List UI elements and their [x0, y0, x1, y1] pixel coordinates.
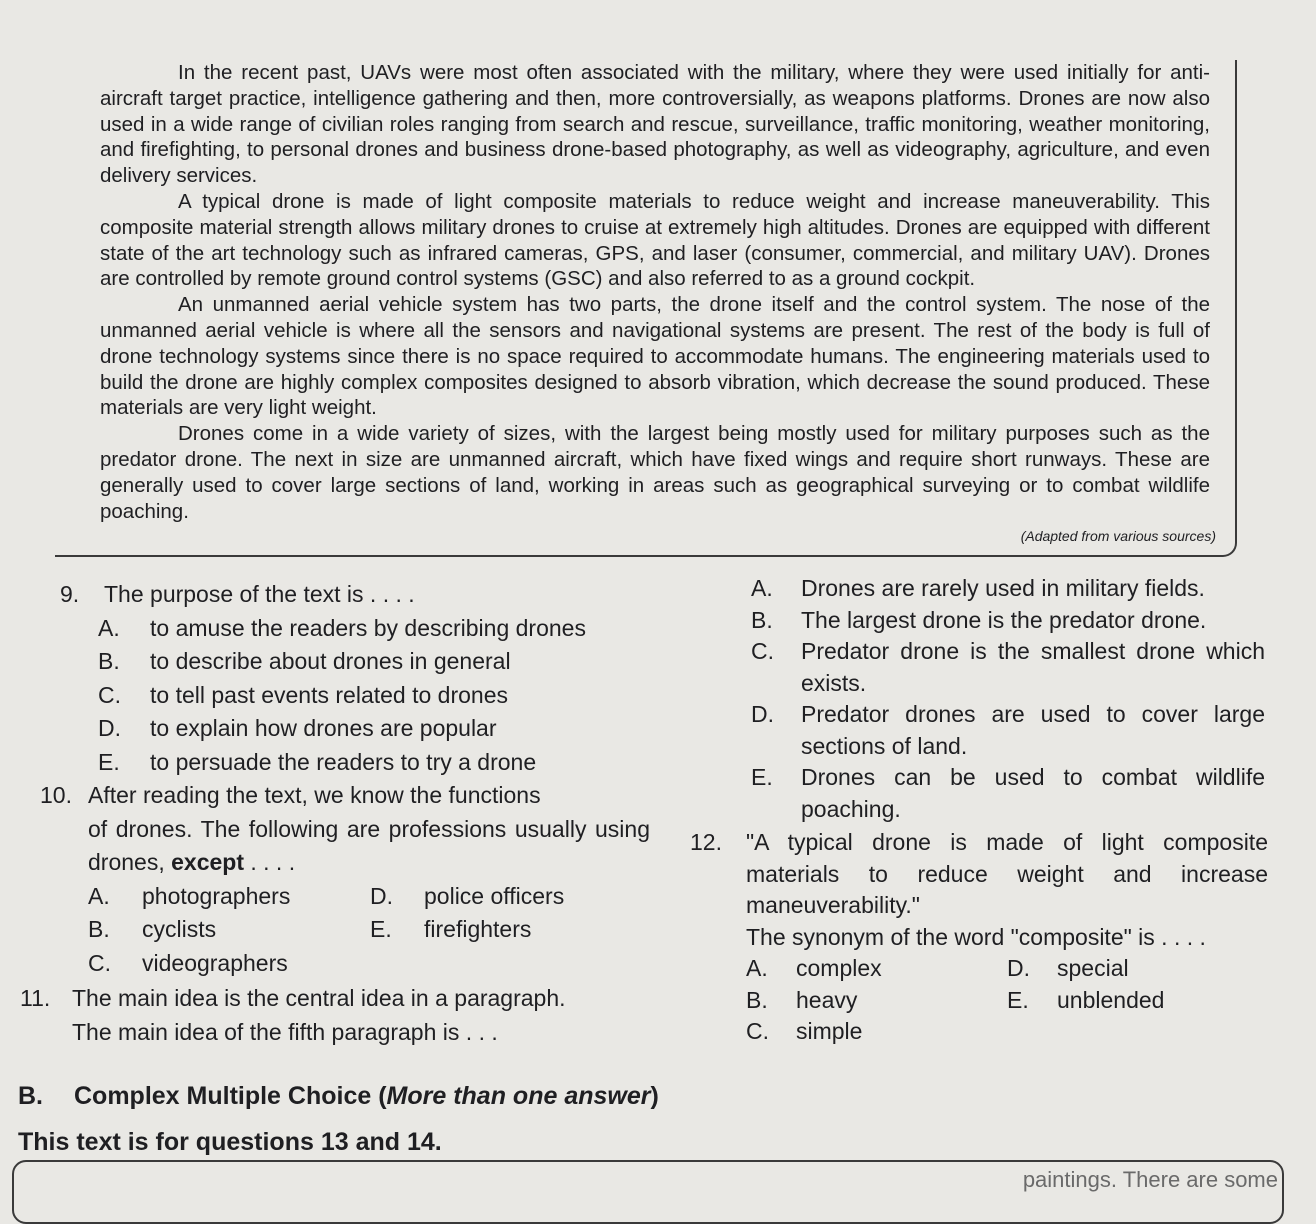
answer-option[interactable]: E. unblended — [1007, 986, 1165, 1013]
question-11: 11. The main idea is the central idea in a paragraph. The main idea of the fifth paragraph is . . . — [20, 982, 650, 1049]
question-number: 10. — [40, 782, 72, 808]
passage-paragraph: Drones come in a wide variety of sizes, with the largest being mostly used for military purposes such as the predator drone. The next in size are unmanned aircraft, which have fixed wings and require short runways. These are generally used to cover large sections of land, working in areas such as geographical surveying or to combat wildlife poaching. — [100, 422, 1210, 523]
answer-option[interactable]: D. Predator drones are used to cover large sections of land. — [751, 701, 1265, 759]
passage-paragraph: A typical drone is made of light composite materials to reduce weight and increase maneuverability. This composite material strength allows military drones to cruise at extremely high altitudes. Drones are equipped with different state of the art technology such as infrared cameras, GPS, and laser (consumer, commercial, and military UAV). Drones are controlled by remote ground control systems (GSC) and also referred to as a ground cockpit. — [100, 189, 1210, 291]
passage-paragraph: In the recent past, UAVs were most often associated with the military, where they were used initially for anti-aircraft target practice, intelligence gathering and then, more controversially, as weapons platforms. Drones are now also used in a wide range of civilian roles ranging from search and rescue, surveillance, traffic monitoring, weather monitoring, and firefighting, to personal drones and business drone-based photography, as well as videography, agriculture, and even delivery services. — [100, 61, 1210, 188]
questions-left-column — [20, 578, 650, 1049]
question-stem: The synonym of the word "composite" is . . . . — [746, 923, 1206, 950]
answer-option[interactable]: C. videographers — [88, 949, 288, 976]
answer-option[interactable]: E. to persuade the readers to try a drone — [98, 748, 537, 775]
answer-option[interactable]: B. The largest drone is the predator drone. — [751, 606, 1207, 633]
reading-passage — [100, 60, 1210, 524]
answer-option[interactable]: C. to tell past events related to drones — [98, 681, 508, 708]
answer-option[interactable]: A. to amuse the readers by describing drones — [98, 614, 586, 641]
question-stem: The main idea is the central idea in a paragraph. — [72, 985, 566, 1011]
answer-option[interactable]: E. Drones can be used to combat wildlife poaching. — [751, 764, 1265, 822]
question-number: 11. — [20, 985, 51, 1011]
answer-option[interactable]: D. special — [1007, 955, 1129, 981]
answer-option[interactable]: A. complex — [746, 955, 882, 981]
passage-source: (Adapted from various sources) — [1020, 528, 1216, 544]
answer-option[interactable]: B. to describe about drones in general — [98, 648, 511, 674]
question-11-options — [745, 573, 1265, 825]
questions-right-column — [690, 573, 1270, 1048]
question-number: 9. — [60, 581, 80, 607]
answer-option[interactable]: A. photographers — [88, 882, 291, 909]
section-b-note: This text is for questions 13 and 14. — [18, 1128, 442, 1156]
question-stem: The purpose of the text is . . . . — [104, 581, 415, 607]
question-number: 12. — [690, 829, 722, 855]
answer-option[interactable]: C. simple — [746, 1018, 863, 1044]
answer-option[interactable]: E. firefighters — [370, 916, 532, 942]
passage-paragraph: An unmanned aerial vehicle system has two parts, the drone itself and the control system. The nose of the unmanned aerial vehicle is where all the sensors and navigational systems are present. The rest of the body is full of drone technology systems since there is no space required to accommodate humans. The engineering materials used to build the drone are highly complex composites designed to absorb vibration, which decrease the sound produced. These materials are very light weight. — [100, 293, 1210, 420]
question-quote: "A typical drone is made of light composite materials to reduce weight and increase maneuverability." — [746, 829, 1268, 918]
question-stem: After reading the text, we know the functions — [88, 782, 541, 808]
question-10: 10. After reading the text, we know the functions of drones. The following are professions usually using drones, except . . . . A. photographers D. police officers B. cyclists E. firefighters C. videographers — [40, 779, 650, 980]
answer-option[interactable]: B. cyclists — [88, 916, 217, 942]
question-9 — [30, 578, 650, 779]
cutoff-text: paintings. There are some — [1022, 1167, 1278, 1192]
question-12 — [690, 827, 1268, 1048]
answer-option[interactable]: B. heavy — [746, 986, 858, 1013]
answer-option[interactable]: D. to explain how drones are popular — [98, 715, 497, 741]
section-b-heading: B. Complex Multiple Choice (More than one answer) — [18, 1082, 659, 1110]
answer-option[interactable]: A. Drones are rarely used in military fields. — [751, 575, 1205, 601]
answer-option[interactable]: C. Predator drone is the smallest drone which exists. — [751, 638, 1265, 696]
answer-option[interactable]: D. police officers — [370, 882, 565, 909]
